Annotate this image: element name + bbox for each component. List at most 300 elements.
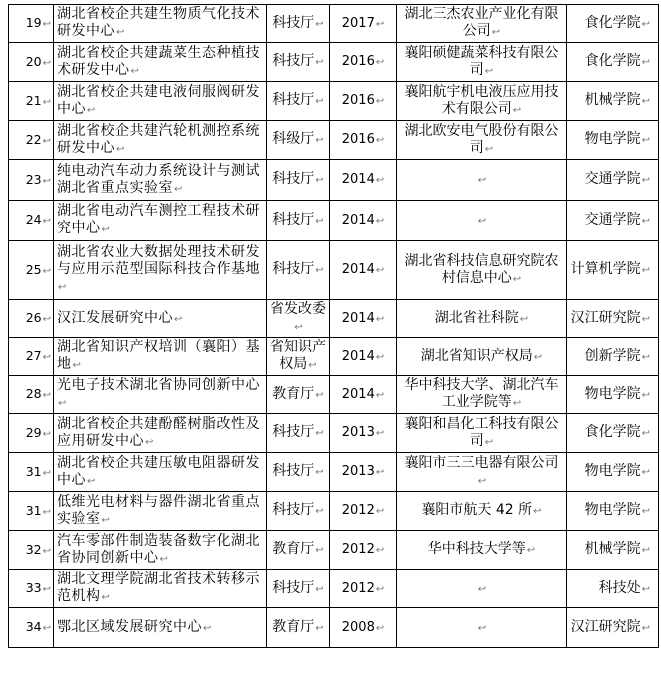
return-mark-icon: ↩ <box>477 475 487 487</box>
dept-text: 科技厅 <box>272 171 315 187</box>
dept-text: 科技厅 <box>272 579 315 596</box>
cell-college <box>567 43 659 82</box>
cell-partner <box>397 531 567 570</box>
return-mark-icon: ↩ <box>641 351 650 363</box>
cell-college <box>567 453 659 492</box>
cell-no <box>9 160 54 201</box>
return-mark-icon: ↩ <box>42 216 51 227</box>
return-mark-icon: ↩ <box>375 467 385 478</box>
cell-no <box>9 570 54 608</box>
return-mark-icon: ↩ <box>512 398 522 409</box>
cell-college <box>567 160 659 201</box>
return-mark-icon: ↩ <box>308 360 317 371</box>
cell-dept <box>267 453 330 492</box>
return-mark-icon: ↩ <box>101 514 111 526</box>
name-text: 汉江发展研究中心 <box>57 309 173 326</box>
cell-partner <box>397 160 567 201</box>
return-mark-icon: ↩ <box>203 622 212 634</box>
cell-name <box>54 376 267 414</box>
cell-year <box>330 5 397 43</box>
college-text: 机械学院 <box>584 541 641 557</box>
cell-name <box>54 201 267 241</box>
no-text: 24 <box>25 212 42 227</box>
no-text: 28 <box>25 386 42 401</box>
dept-text: 省发改委 <box>270 301 326 317</box>
return-mark-icon: ↩ <box>641 622 650 634</box>
name-text: 光电子技术湖北省协同创新中心 <box>57 377 260 393</box>
year-text: 2012 <box>341 503 375 518</box>
partner-text: 湖北欧安电气股份有限公司 <box>404 122 559 156</box>
return-mark-icon: ↩ <box>315 57 324 68</box>
cell-college <box>567 300 659 338</box>
return-mark-icon: ↩ <box>375 389 385 401</box>
cell-dept <box>267 376 330 414</box>
college-text: 食化学院 <box>584 14 641 31</box>
year-text: 2012 <box>341 580 375 596</box>
return-mark-icon: ↩ <box>641 545 650 556</box>
cell-year <box>330 121 397 160</box>
cell-college <box>567 531 659 570</box>
return-mark-icon: ↩ <box>641 96 650 107</box>
cell-dept <box>267 338 330 376</box>
return-mark-icon: ↩ <box>512 104 522 116</box>
name-text: 湖北省农业大数据处理技术研发与应用示范型国际科技合作基地 <box>57 244 260 277</box>
cell-college <box>567 570 659 608</box>
cell-no <box>9 414 54 453</box>
cell-name <box>54 453 267 492</box>
return-mark-icon: ↩ <box>315 18 324 30</box>
year-text: 2016 <box>341 54 375 69</box>
year-text: 2013 <box>341 464 375 479</box>
year-text: 2014 <box>341 172 375 187</box>
no-text: 21 <box>25 92 42 108</box>
return-mark-icon: ↩ <box>477 622 487 634</box>
college-text: 创新学院 <box>584 347 641 364</box>
table-row <box>9 608 659 648</box>
return-mark-icon: ↩ <box>375 18 385 30</box>
cell-name <box>54 160 267 201</box>
table-row <box>9 160 659 201</box>
cell-partner <box>397 608 567 648</box>
name-text: 低维光电材料与器件湖北省重点实验室 <box>57 493 260 527</box>
return-mark-icon: ↩ <box>42 96 51 108</box>
cell-no <box>9 241 54 300</box>
partner-text: 华中科技大学等 <box>427 541 526 557</box>
cell-no <box>9 531 54 570</box>
cell-college <box>567 338 659 376</box>
return-mark-icon: ↩ <box>315 135 324 146</box>
return-mark-icon: ↩ <box>42 545 51 557</box>
cell-partner <box>397 241 567 300</box>
cell-dept <box>267 201 330 241</box>
return-mark-icon: ↩ <box>375 351 385 363</box>
cell-partner <box>397 82 567 121</box>
return-mark-icon: ↩ <box>484 143 494 155</box>
cell-name <box>54 531 267 570</box>
dept-text: 科技厅 <box>272 92 315 108</box>
return-mark-icon: ↩ <box>42 265 51 277</box>
return-mark-icon: ↩ <box>641 175 650 186</box>
cell-college <box>567 492 659 531</box>
return-mark-icon: ↩ <box>375 428 385 439</box>
return-mark-icon: ↩ <box>641 389 650 401</box>
return-mark-icon: ↩ <box>519 313 529 325</box>
return-mark-icon: ↩ <box>641 313 650 325</box>
college-text: 交通学院 <box>584 211 641 228</box>
return-mark-icon: ↩ <box>477 215 487 227</box>
return-mark-icon: ↩ <box>116 27 125 38</box>
cell-year <box>330 570 397 608</box>
return-mark-icon: ↩ <box>512 273 522 285</box>
return-mark-icon: ↩ <box>641 428 650 439</box>
return-mark-icon: ↩ <box>42 175 51 187</box>
return-mark-icon: ↩ <box>315 506 324 517</box>
cell-dept <box>267 608 330 648</box>
year-text: 2017 <box>341 15 375 31</box>
dept-text: 科技厅 <box>272 424 315 440</box>
cell-dept <box>267 492 330 531</box>
return-mark-icon: ↩ <box>641 18 650 30</box>
return-mark-icon: ↩ <box>315 96 324 107</box>
cell-partner <box>397 492 567 531</box>
college-text: 物电学院 <box>584 463 641 479</box>
return-mark-icon: ↩ <box>174 183 183 195</box>
return-mark-icon: ↩ <box>315 428 324 439</box>
cell-college <box>567 201 659 241</box>
dept-text: 科技厅 <box>272 502 315 518</box>
return-mark-icon: ↩ <box>477 583 487 595</box>
cell-name <box>54 121 267 160</box>
cell-year <box>330 241 397 300</box>
cell-partner <box>397 5 567 43</box>
cell-year <box>330 338 397 376</box>
return-mark-icon: ↩ <box>375 96 385 107</box>
return-mark-icon: ↩ <box>641 583 650 595</box>
college-text: 交通学院 <box>584 171 641 187</box>
dept-text: 科级厅 <box>272 131 315 147</box>
cell-dept <box>267 43 330 82</box>
no-text: 31 <box>25 463 42 479</box>
name-text: 湖北省校企共建酚醛树脂改性及应用研发中心 <box>57 415 260 449</box>
table-row <box>9 121 659 160</box>
no-text: 26 <box>25 310 42 325</box>
dept-text: 教育厅 <box>272 618 315 635</box>
return-mark-icon: ↩ <box>477 175 487 186</box>
table-row <box>9 570 659 608</box>
table-row <box>9 43 659 82</box>
cell-no <box>9 121 54 160</box>
return-mark-icon: ↩ <box>294 322 303 333</box>
cell-dept <box>267 570 330 608</box>
return-mark-icon: ↩ <box>42 428 51 440</box>
cell-partner <box>397 570 567 608</box>
cell-year <box>330 160 397 201</box>
return-mark-icon: ↩ <box>375 175 385 186</box>
cell-name <box>54 338 267 376</box>
name-text: 湖北省知识产权培训（襄阳）基地 <box>57 339 260 372</box>
cell-name <box>54 82 267 121</box>
cell-name <box>54 492 267 531</box>
dept-text: 教育厅 <box>272 385 315 402</box>
name-text: 汽车零部件制造装备数字化湖北省协同创新中心 <box>57 532 260 566</box>
name-text: 湖北省校企共建蔬菜生态种植技术研发中心 <box>57 44 260 78</box>
cell-college <box>567 376 659 414</box>
no-text: 19 <box>25 15 42 30</box>
table-row <box>9 241 659 300</box>
college-text: 机械学院 <box>584 92 641 108</box>
table-row <box>9 82 659 121</box>
cell-partner <box>397 338 567 376</box>
return-mark-icon: ↩ <box>42 506 51 518</box>
return-mark-icon: ↩ <box>375 57 385 68</box>
cell-no <box>9 608 54 648</box>
cell-no <box>9 376 54 414</box>
dept-text: 科技厅 <box>272 211 315 228</box>
cell-year <box>330 414 397 453</box>
cell-no <box>9 5 54 43</box>
college-text: 物电学院 <box>584 385 641 402</box>
return-mark-icon: ↩ <box>145 436 154 448</box>
name-text: 湖北省校企共建汽轮机测控系统研发中心 <box>57 122 260 156</box>
cell-name <box>54 300 267 338</box>
year-text: 2014 <box>341 348 375 364</box>
cell-college <box>567 82 659 121</box>
return-mark-icon: ↩ <box>159 553 169 565</box>
return-mark-icon: ↩ <box>375 265 385 276</box>
return-mark-icon: ↩ <box>42 623 51 634</box>
cell-partner <box>397 376 567 414</box>
return-mark-icon: ↩ <box>315 545 324 556</box>
return-mark-icon: ↩ <box>375 506 385 517</box>
cell-year <box>330 300 397 338</box>
no-text: 33 <box>25 580 42 595</box>
no-text: 29 <box>25 424 42 440</box>
cell-dept <box>267 121 330 160</box>
year-text: 2014 <box>341 212 375 228</box>
table-row <box>9 338 659 376</box>
cell-partner <box>397 201 567 241</box>
partner-text: 湖北省科技信息研究院农村信息中心 <box>404 252 559 286</box>
cell-year <box>330 608 397 648</box>
year-text: 2014 <box>341 386 375 402</box>
cell-name <box>54 5 267 43</box>
return-mark-icon: ↩ <box>641 215 650 227</box>
table-row <box>9 453 659 492</box>
return-mark-icon: ↩ <box>42 314 51 325</box>
cell-year <box>330 82 397 121</box>
cell-year <box>330 453 397 492</box>
cell-college <box>567 5 659 43</box>
platform-table <box>8 4 659 648</box>
return-mark-icon: ↩ <box>101 592 111 603</box>
cell-name <box>54 414 267 453</box>
cell-dept <box>267 241 330 300</box>
table-row <box>9 414 659 453</box>
return-mark-icon: ↩ <box>533 506 542 517</box>
college-text: 计算机学院 <box>570 261 641 277</box>
return-mark-icon: ↩ <box>87 104 96 116</box>
partner-text: 湖北省知识产权局 <box>420 347 533 364</box>
cell-partner <box>397 414 567 453</box>
name-text: 湖北文理学院湖北省技术转移示范机构 <box>57 571 260 604</box>
table-row <box>9 531 659 570</box>
cell-year <box>330 201 397 241</box>
partner-text: 湖北三杰农业产业化有限公司 <box>404 6 559 39</box>
partner-text: 湖北省社科院 <box>434 309 519 326</box>
return-mark-icon: ↩ <box>58 282 67 293</box>
table-row <box>9 300 659 338</box>
dept-text: 科技厅 <box>272 463 315 479</box>
cell-name <box>54 570 267 608</box>
partner-text: 襄阳和昌化工科技有限公司 <box>404 415 559 449</box>
return-mark-icon: ↩ <box>42 19 51 30</box>
return-mark-icon: ↩ <box>484 65 494 77</box>
table-row <box>9 5 659 43</box>
year-text: 2014 <box>341 310 375 326</box>
return-mark-icon: ↩ <box>42 390 51 401</box>
cell-year <box>330 376 397 414</box>
cell-dept <box>267 531 330 570</box>
return-mark-icon: ↩ <box>315 215 324 227</box>
cell-no <box>9 453 54 492</box>
no-text: 20 <box>25 53 42 69</box>
college-text: 汉江研究院 <box>570 618 641 635</box>
college-text: 食化学院 <box>584 53 641 69</box>
partner-text: 襄阳航宇机电液压应用技术有限公司 <box>404 83 559 117</box>
return-mark-icon: ↩ <box>315 583 324 595</box>
return-mark-icon: ↩ <box>87 475 96 487</box>
name-text: 湖北省校企共建生物质气化技术研发中心 <box>57 6 260 39</box>
return-mark-icon: ↩ <box>42 467 51 479</box>
return-mark-icon: ↩ <box>42 584 51 595</box>
name-text: 纯电动汽车动力系统设计与测试湖北省重点实验室 <box>57 162 260 196</box>
return-mark-icon: ↩ <box>491 27 501 38</box>
year-text: 2016 <box>341 132 375 147</box>
return-mark-icon: ↩ <box>641 265 650 276</box>
return-mark-icon: ↩ <box>375 135 385 146</box>
dept-text: 科技厅 <box>272 261 315 277</box>
cell-college <box>567 121 659 160</box>
college-text: 物电学院 <box>584 131 641 147</box>
cell-no <box>9 82 54 121</box>
cell-dept <box>267 5 330 43</box>
return-mark-icon: ↩ <box>315 389 324 401</box>
dept-text: 科技厅 <box>272 53 315 69</box>
no-text: 22 <box>25 131 42 147</box>
cell-no <box>9 43 54 82</box>
year-text: 2008 <box>341 619 375 635</box>
partner-text: 襄阳市三三电器有限公司 <box>404 454 559 471</box>
cell-no <box>9 300 54 338</box>
college-text: 食化学院 <box>584 424 641 440</box>
return-mark-icon: ↩ <box>130 65 140 77</box>
no-text: 25 <box>25 261 42 277</box>
return-mark-icon: ↩ <box>484 436 494 448</box>
return-mark-icon: ↩ <box>526 545 536 556</box>
partner-text: 襄阳硕健蔬菜科技有限公司 <box>404 44 559 78</box>
cell-name <box>54 43 267 82</box>
cell-name <box>54 608 267 648</box>
return-mark-icon: ↩ <box>42 135 51 147</box>
cell-dept <box>267 82 330 121</box>
return-mark-icon: ↩ <box>58 398 67 409</box>
name-text: 鄂北区域发展研究中心 <box>57 618 202 635</box>
cell-dept <box>267 160 330 201</box>
return-mark-icon: ↩ <box>641 467 650 478</box>
year-text: 2012 <box>341 542 375 557</box>
return-mark-icon: ↩ <box>641 506 650 517</box>
no-text: 34 <box>25 619 42 634</box>
cell-partner <box>397 43 567 82</box>
cell-no <box>9 201 54 241</box>
college-text: 物电学院 <box>584 502 641 518</box>
no-text: 31 <box>25 502 42 518</box>
return-mark-icon: ↩ <box>375 545 385 556</box>
table-row <box>9 376 659 414</box>
cell-dept <box>267 414 330 453</box>
return-mark-icon: ↩ <box>641 57 650 68</box>
return-mark-icon: ↩ <box>375 215 385 227</box>
return-mark-icon: ↩ <box>315 175 324 186</box>
year-text: 2016 <box>341 93 375 108</box>
return-mark-icon: ↩ <box>375 583 385 595</box>
year-text: 2014 <box>341 262 375 277</box>
cell-college <box>567 608 659 648</box>
return-mark-icon: ↩ <box>533 351 543 363</box>
return-mark-icon: ↩ <box>116 143 125 155</box>
no-text: 27 <box>25 348 42 363</box>
return-mark-icon: ↩ <box>641 135 650 146</box>
table-row <box>9 201 659 241</box>
cell-year <box>330 492 397 531</box>
cell-year <box>330 43 397 82</box>
cell-college <box>567 241 659 300</box>
partner-text: 襄阳市航天 42 所 <box>421 502 533 518</box>
table-row <box>9 492 659 531</box>
return-mark-icon: ↩ <box>315 467 324 478</box>
return-mark-icon: ↩ <box>42 57 51 69</box>
cell-no <box>9 492 54 531</box>
cell-partner <box>397 121 567 160</box>
partner-text: 华中科技大学、湖北汽车工业学院等 <box>404 377 559 410</box>
cell-no <box>9 338 54 376</box>
name-text: 湖北省电动汽车测控工程技术研究中心 <box>57 203 260 236</box>
dept-text: 教育厅 <box>272 541 315 557</box>
no-text: 23 <box>25 171 42 187</box>
return-mark-icon: ↩ <box>375 622 385 634</box>
dept-text: 科技厅 <box>272 14 315 31</box>
no-text: 32 <box>25 541 42 557</box>
college-text: 科技处 <box>598 579 641 596</box>
cell-partner <box>397 300 567 338</box>
return-mark-icon: ↩ <box>101 224 111 235</box>
return-mark-icon: ↩ <box>315 622 324 634</box>
cell-name <box>54 241 267 300</box>
dept-text: 省知识产权局 <box>270 339 326 372</box>
cell-year <box>330 531 397 570</box>
return-mark-icon: ↩ <box>42 352 51 363</box>
cell-college <box>567 414 659 453</box>
return-mark-icon: ↩ <box>72 360 82 371</box>
cell-partner <box>397 453 567 492</box>
return-mark-icon: ↩ <box>375 313 385 325</box>
college-text: 汉江研究院 <box>570 309 641 326</box>
table-body <box>9 5 659 648</box>
name-text: 湖北省校企共建电液伺服阀研发中心 <box>57 83 260 117</box>
return-mark-icon: ↩ <box>174 313 183 325</box>
name-text: 湖北省校企共建压敏电阻器研发中心 <box>57 454 260 488</box>
return-mark-icon: ↩ <box>315 265 324 276</box>
